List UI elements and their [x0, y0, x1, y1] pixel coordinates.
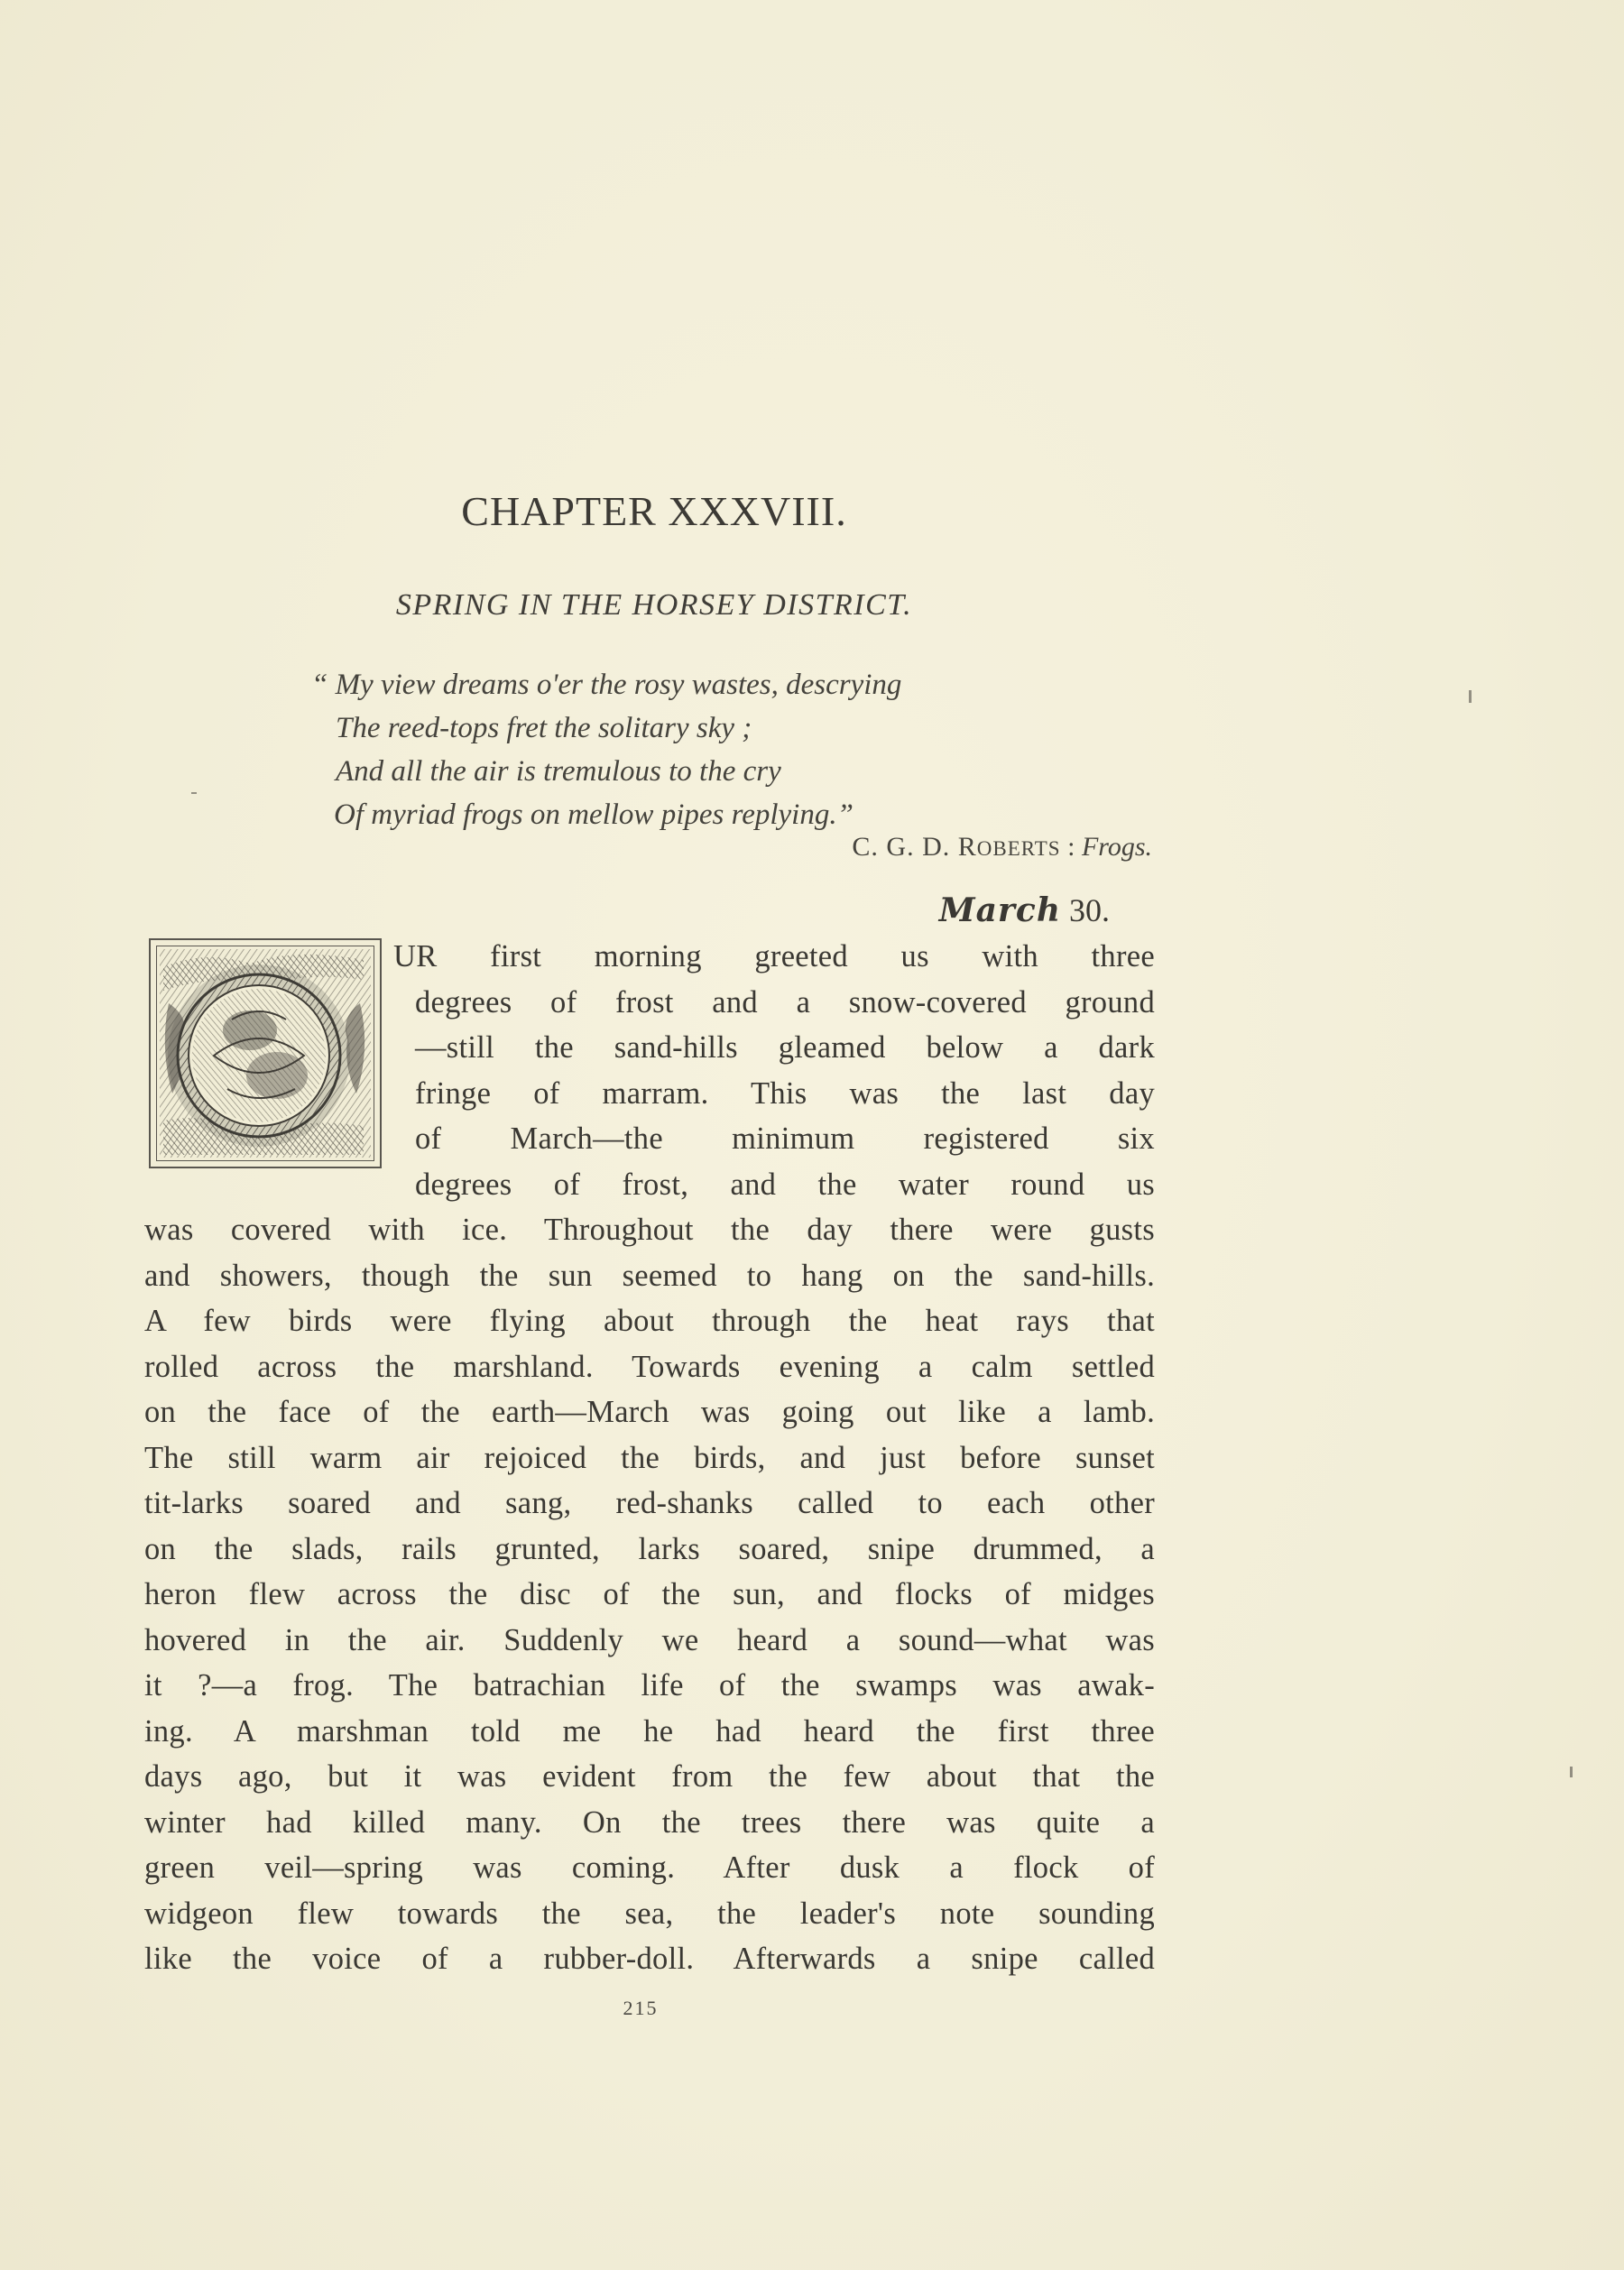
body-line: on the face of the earth—March was going out like a lamb.	[144, 1395, 1155, 1429]
body-line: days ago, but it was evident from the few about that the	[144, 1759, 1155, 1794]
chapter-title: CHAPTER XXXVIII.	[461, 488, 847, 534]
entry-date	[812, 891, 1110, 929]
body-line: heron flew across the disc of the sun, and flocks of midges	[144, 1577, 1155, 1611]
body-line: on the slads, rails grunted, larks soared, snipe drummed, a	[144, 1531, 1155, 1566]
page-number: 215	[623, 1997, 659, 2019]
chapter-subtitle: SPRING IN THE HORSEY DISTRICT.	[395, 588, 913, 622]
body-line: and showers, though the sun seemed to hang on the sand-hills.	[144, 1258, 1155, 1293]
body-line: —still the sand-hills gleamed below a dark	[415, 1030, 1155, 1065]
body-line: rolled across the marshland. Towards evening a calm settled	[144, 1349, 1155, 1384]
body-text	[144, 934, 1155, 1982]
epigraph	[311, 663, 1150, 836]
body-line: of March—the minimum registered six	[415, 1121, 1155, 1156]
body-line: it ?—a frog. The batrachian life of the swamps was awak-	[144, 1668, 1155, 1702]
attribution-author-surname: OBERTS	[976, 837, 1061, 860]
body-line: like the voice of a rubber-doll. Afterwards a snipe called	[144, 1942, 1155, 1976]
attribution-author-initials: C. G. D. R	[852, 832, 977, 862]
body-line: widgeon flew towards the sea, the leader's note sounding	[144, 1896, 1155, 1931]
attribution-work: Frogs.	[1081, 832, 1152, 862]
body-line: UR first morning greeted us with three	[393, 939, 1155, 974]
body-line: winter had killed many. On the trees there was quite a	[144, 1804, 1155, 1840]
paper-speck	[191, 792, 197, 794]
body-line: A few birds were flying about through the heat rays that	[144, 1304, 1155, 1338]
body-line: was covered with ice. Throughout the day there were gusts	[144, 1213, 1155, 1247]
paper-speck	[1570, 1767, 1573, 1777]
attribution-separator: :	[1060, 832, 1082, 862]
epigraph-line: Of myriad frogs on mellow pipes replying.”	[334, 798, 854, 831]
body-line: fringe of marram. This was the last day	[415, 1075, 1155, 1111]
body-line: green veil—spring was coming. After dusk a flock of	[144, 1850, 1155, 1885]
body-line: hovered in the air. Suddenly we heard a sound—what was	[144, 1622, 1155, 1657]
entry-date-month: March	[938, 891, 1061, 929]
body-line: The still warm air rejoiced the birds, and just before sunset	[144, 1440, 1155, 1475]
body-line: tit-larks soared and sang, red-shanks called to each other	[144, 1486, 1155, 1520]
epigraph-line: And all the air is tremulous to the cry	[336, 755, 781, 788]
paper-speck	[1469, 690, 1472, 703]
entry-date-day: 30.	[1061, 892, 1110, 928]
body-line: degrees of frost, and the water round us	[415, 1167, 1155, 1202]
body-line: degrees of frost and a snow-covered ground	[415, 984, 1155, 1020]
epigraph-attribution	[704, 832, 1152, 863]
epigraph-line: “ My view dreams o'er the rosy wastes, descrying	[311, 669, 902, 701]
body-line: ing. A marshman told me he had heard the first three	[144, 1713, 1155, 1749]
epigraph-line: The reed-tops fret the solitary sky ;	[336, 712, 752, 744]
